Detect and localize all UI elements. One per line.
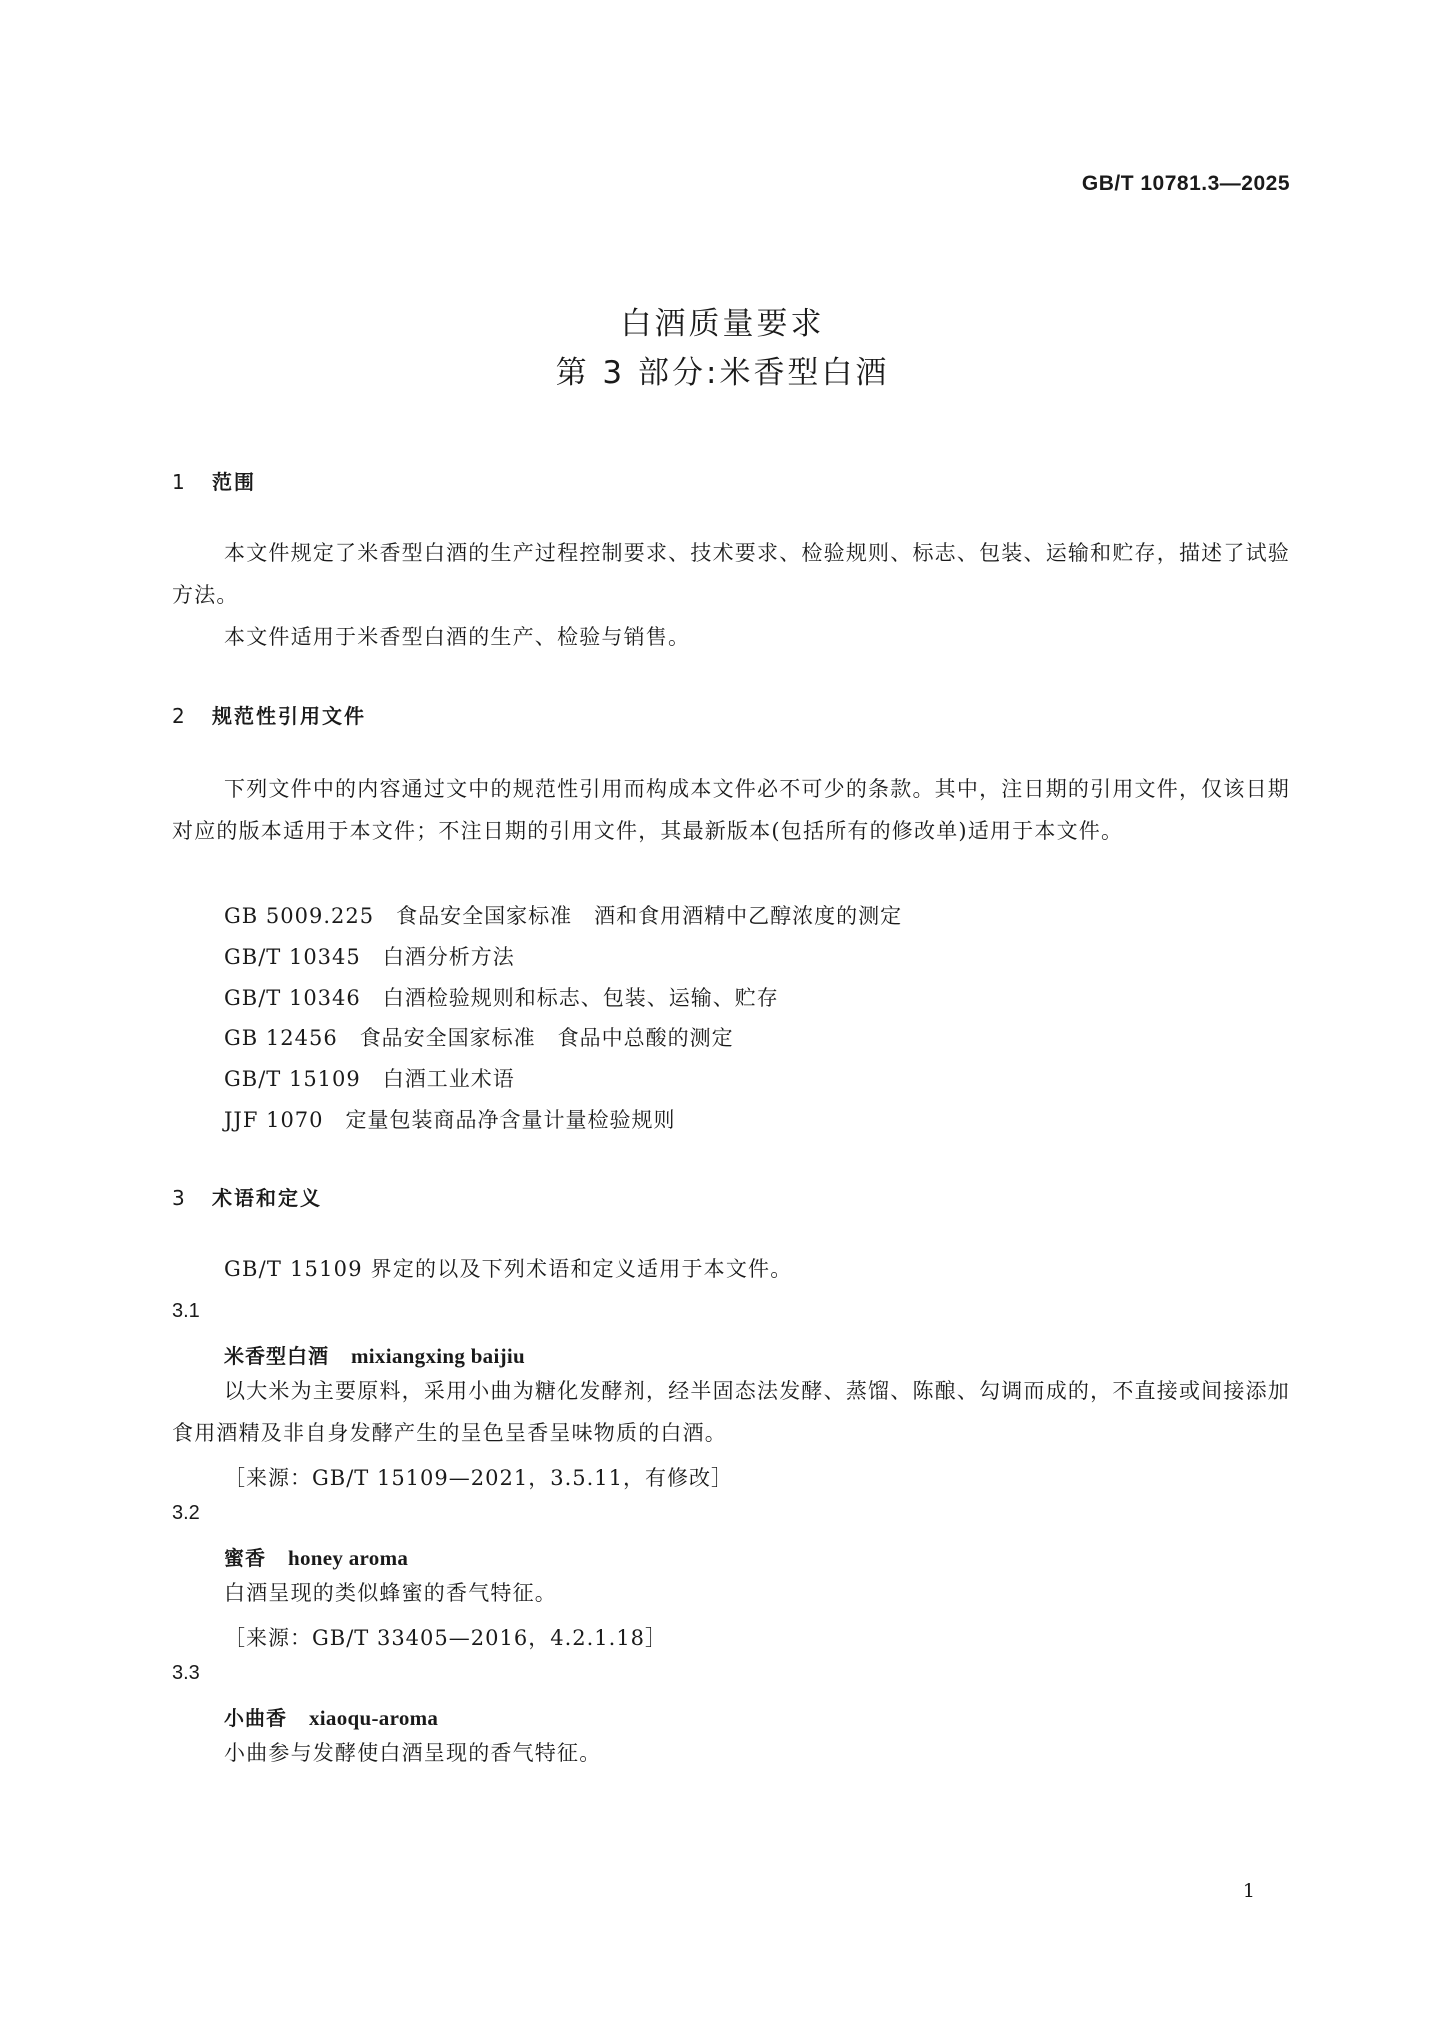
reference-code: GB 12456	[224, 1026, 338, 1051]
section-heading-normative-references	[172, 700, 366, 729]
term-name-zh: 米香型白酒	[224, 1344, 329, 1368]
reference-code: JJF 1070	[224, 1107, 324, 1132]
reference-item	[224, 937, 902, 978]
page-number: 1	[1242, 1880, 1255, 1902]
term-source: ［来源：GB/T 33405—2016，4.2.1.18］	[224, 1626, 668, 1650]
term-name-zh: 蜜香	[224, 1546, 266, 1570]
reference-list	[224, 896, 902, 1141]
section-number: 1	[172, 470, 187, 494]
reference-item	[224, 1018, 902, 1059]
term-name-en: mixiangxing baijiu	[351, 1344, 526, 1368]
section-title: 规范性引用文件	[212, 704, 366, 728]
term-number: 3.2	[172, 1502, 200, 1524]
term-definition: 白酒呈现的类似蜂蜜的香气特征。	[224, 1581, 557, 1605]
reference-title: 食品安全国家标准 食品中总酸的测定	[359, 1026, 734, 1051]
term-number: 3.1	[172, 1300, 200, 1322]
reference-title: 白酒工业术语	[382, 1067, 515, 1092]
term-name	[224, 1702, 438, 1731]
reference-code: GB/T 10345	[224, 944, 361, 969]
section-number: 3	[172, 1186, 187, 1210]
section-title: 术语和定义	[212, 1186, 322, 1210]
reference-item	[224, 896, 902, 937]
reference-item	[224, 1100, 902, 1141]
reference-title: 食品安全国家标准 酒和食用酒精中乙醇浓度的测定	[396, 904, 903, 928]
term-definition: 小曲参与发酵使白酒呈现的香气特征。	[224, 1741, 602, 1765]
reference-title: 白酒检验规则和标志、包装、运输、贮存	[382, 985, 779, 1010]
section-title: 范围	[212, 470, 256, 494]
term-name	[224, 1340, 525, 1369]
reference-item	[224, 978, 902, 1019]
reference-item	[224, 1059, 902, 1100]
reference-title: 白酒分析方法	[382, 944, 515, 969]
section-heading-terms-definitions	[172, 1182, 322, 1211]
standard-number: GB/T 10781.3—2025	[1081, 172, 1290, 195]
references-intro-paragraph: 下列文件中的内容通过文中的规范性引用而构成本文件必不可少的条款。其中，注日期的引用文件，仅该日期对应的版本适用于本文件；不注日期的引用文件，其最新版本(包括所有的修改单)适用于本文件。	[172, 777, 1290, 843]
reference-code: GB 5009.225	[224, 904, 375, 928]
reference-title: 定量包装商品净含量计量检验规则	[345, 1107, 676, 1132]
terms-intro-paragraph: GB/T 15109 界定的以及下列术语和定义适用于本文件。	[224, 1257, 793, 1281]
section-heading-scope	[172, 466, 256, 495]
term-definition: 以大米为主要原料，采用小曲为糖化发酵剂，经半固态法发酵、蒸馏、陈酿、勾调而成的，不直接或间接添加食用酒精及非自身发酵产生的呈色呈香呈味物质的白酒。	[172, 1379, 1290, 1445]
term-source: ［来源：GB/T 15109—2021，3.5.11，有修改］	[224, 1466, 734, 1490]
term-name-zh: 小曲香	[224, 1706, 287, 1730]
reference-code: GB/T 15109	[224, 1067, 361, 1092]
reference-code: GB/T 10346	[224, 985, 361, 1010]
term-number: 3.3	[172, 1662, 200, 1684]
scope-paragraph-1: 本文件规定了米香型白酒的生产过程控制要求、技术要求、检验规则、标志、包装、运输和贮存，描述了试验方法。	[172, 541, 1290, 607]
term-name	[224, 1542, 408, 1571]
section-number: 2	[172, 704, 187, 728]
scope-paragraph-2: 本文件适用于米香型白酒的生产、检验与销售。	[224, 625, 691, 649]
document-subtitle: 第 3 部分:米香型白酒	[555, 355, 890, 391]
term-name-en: xiaoqu-aroma	[309, 1706, 439, 1730]
document-title: 白酒质量要求	[620, 306, 825, 342]
term-name-en: honey aroma	[288, 1546, 409, 1570]
